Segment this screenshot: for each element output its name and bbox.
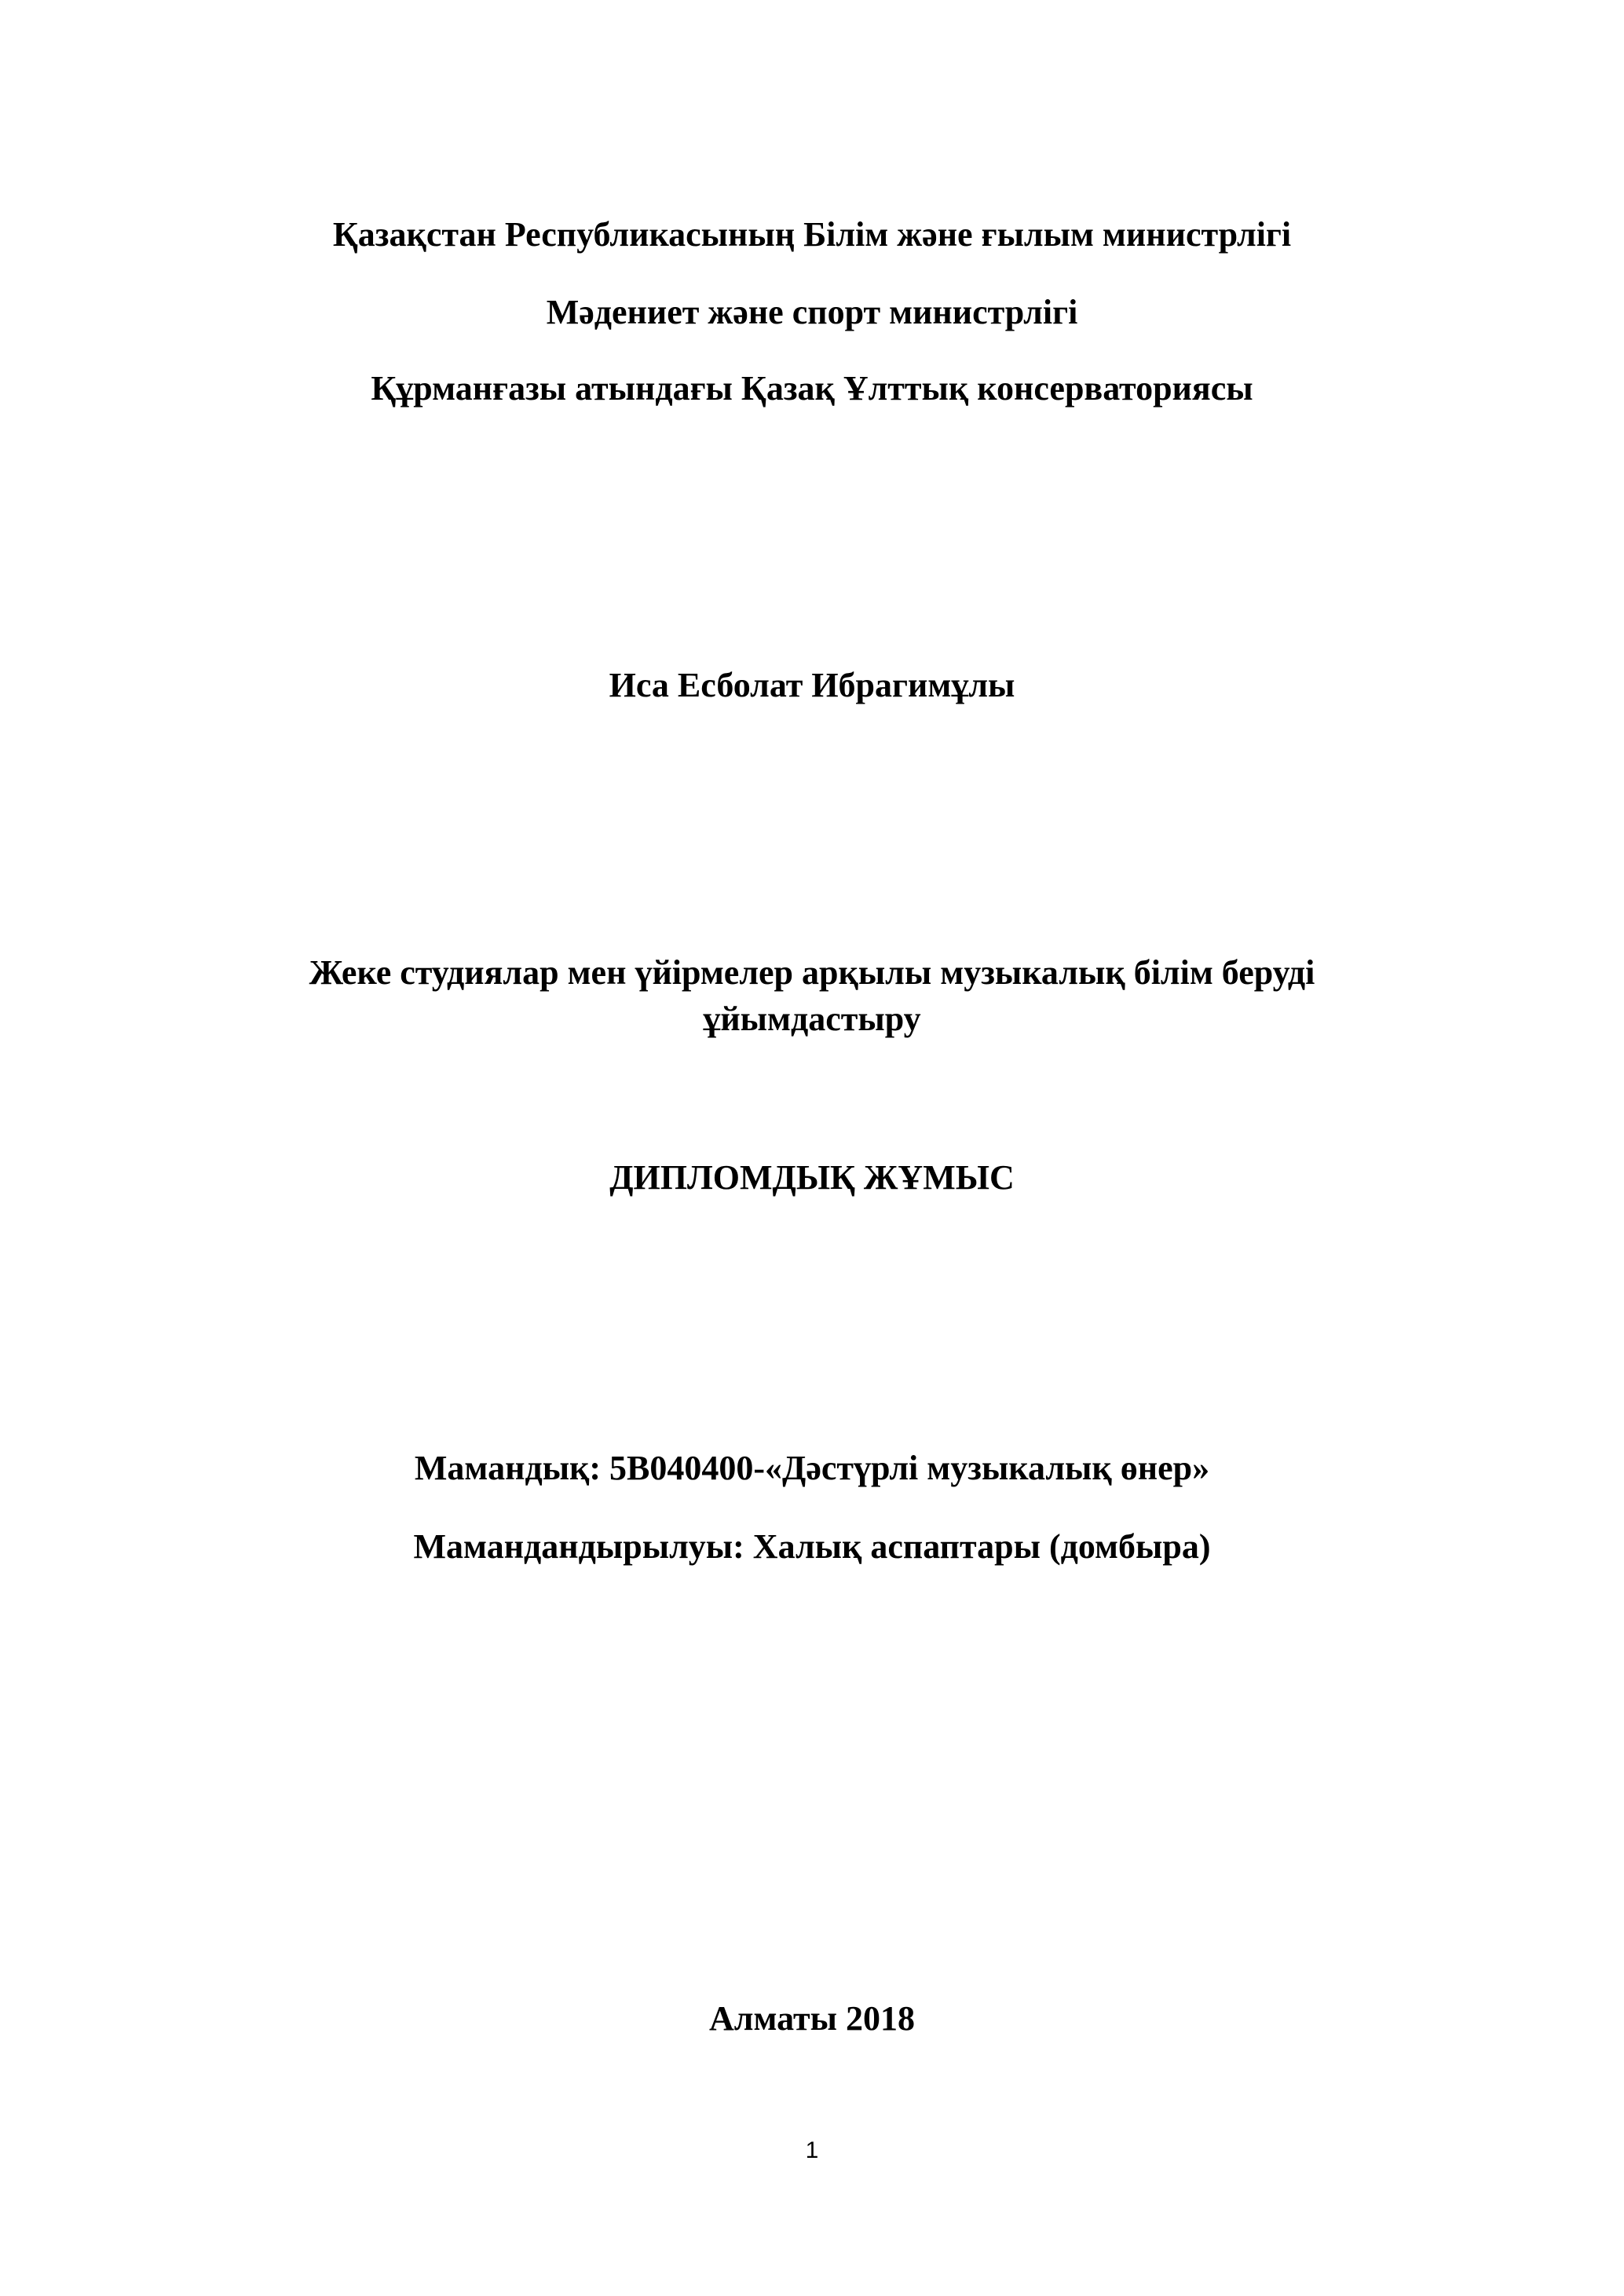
- specialty-line: Мамандық: 5В040400-«Дәстүрлі музыкалық өнер»: [414, 1449, 1210, 1487]
- ministry-education-heading: Қазақстан Республикасының Білім және ғылым министрлігі: [332, 215, 1292, 254]
- author-name: Иса Есболат Ибрагимұлы: [609, 666, 1015, 704]
- thesis-title-line-2: ұйымдастыру: [703, 1000, 921, 1038]
- city-year: Алматы 2018: [709, 1999, 915, 2038]
- work-type-heading: ДИПЛОМДЫҚ ЖҰМЫС: [609, 1158, 1015, 1197]
- conservatory-heading: Құрманғазы атындағы Қазақ Ұлттық консерваториясы: [371, 369, 1253, 408]
- specialization-line: Мамандандырылуы: Халық аспаптары (домбыра): [413, 1527, 1211, 1566]
- ministry-culture-heading: Мәдениет және спорт министрлігі: [546, 293, 1078, 331]
- thesis-title-line-1: Жеке студиялар мен үйірмелер арқылы музыкалық білім беруді: [309, 953, 1315, 992]
- page-number: 1: [805, 2137, 819, 2163]
